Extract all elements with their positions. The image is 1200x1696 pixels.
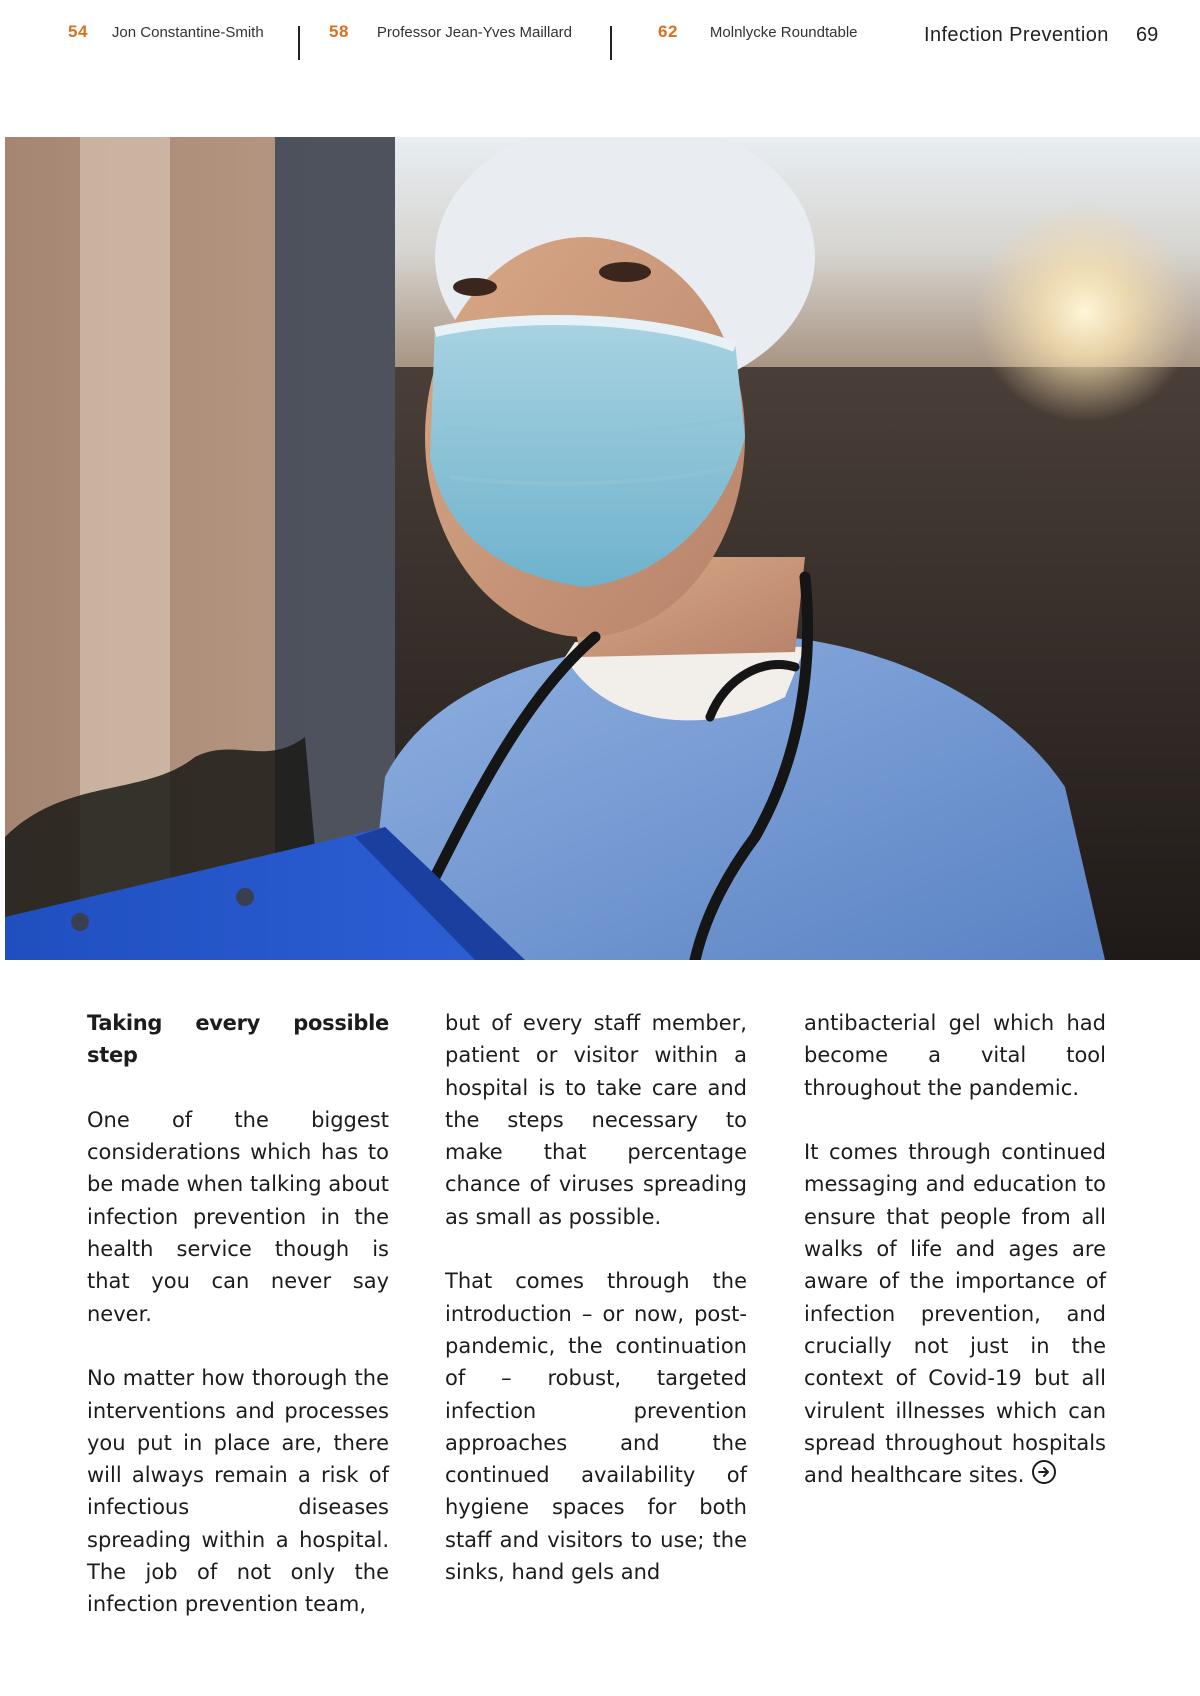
nav-link-molnlycke-roundtable[interactable]	[658, 22, 858, 42]
top-navigation	[0, 0, 1200, 80]
article-column-1	[87, 1007, 389, 1653]
paragraph: antibacterial gel which had become a vital tool throughout the pandemic.	[804, 1011, 1106, 1100]
paragraph-last	[804, 1136, 1106, 1491]
article-column-2	[445, 1007, 747, 1621]
nav-article-name: Jon Constantine-Smith	[111, 24, 264, 41]
page-number: 69	[1136, 24, 1159, 46]
nav-page-number: 54	[68, 22, 88, 41]
section-title: Infection Prevention	[924, 24, 1109, 46]
article-column-3	[804, 1007, 1106, 1524]
nav-link-jean-yves-maillard[interactable]	[329, 22, 572, 42]
nav-article-name: Molnlycke Roundtable	[709, 24, 858, 41]
nav-divider	[298, 26, 300, 60]
nav-divider	[610, 26, 612, 60]
paragraph: One of the biggest considerations which has to be made when talking about infection prevention in the health service though is that you can never say never.	[87, 1107, 389, 1326]
arrow-right-circle-icon[interactable]	[1032, 1460, 1056, 1484]
healthcare-worker-photo	[5, 137, 1200, 960]
nav-page-number: 58	[329, 22, 349, 41]
paragraph: but of every staff member, patient or visitor within a hospital is to take care and the steps necessary to make that percentage chance of viruses spreading as small as possible.	[445, 1011, 747, 1229]
article-heading: Taking every possible step	[87, 1011, 389, 1068]
paragraph: That comes through the introduction – or now, post-pandemic, the continuation of – robust, targeted infection prevention approaches and the continued availability of hygiene spaces for both staff and visitors to use; the sinks, hand gels and	[445, 1269, 747, 1585]
nav-page-number: 62	[658, 22, 678, 41]
nav-link-jon-constantine-smith[interactable]	[68, 22, 264, 42]
paragraph: No matter how thorough the interventions and processes you put in place are, there will always remain a risk of infectious diseases spreading within a hospital. The job of not only the infection prevention team,	[87, 1366, 389, 1617]
paragraph-text: It comes through continued messaging and education to ensure that people from all walks of life and ages are aware of the importance of infection prevention, and crucially not just in the context of Covid-19 but all virulent illnesses which can spread throughout hospitals and healthcare sites.	[804, 1140, 1106, 1488]
nav-article-name: Professor Jean-Yves Maillard	[376, 24, 573, 41]
